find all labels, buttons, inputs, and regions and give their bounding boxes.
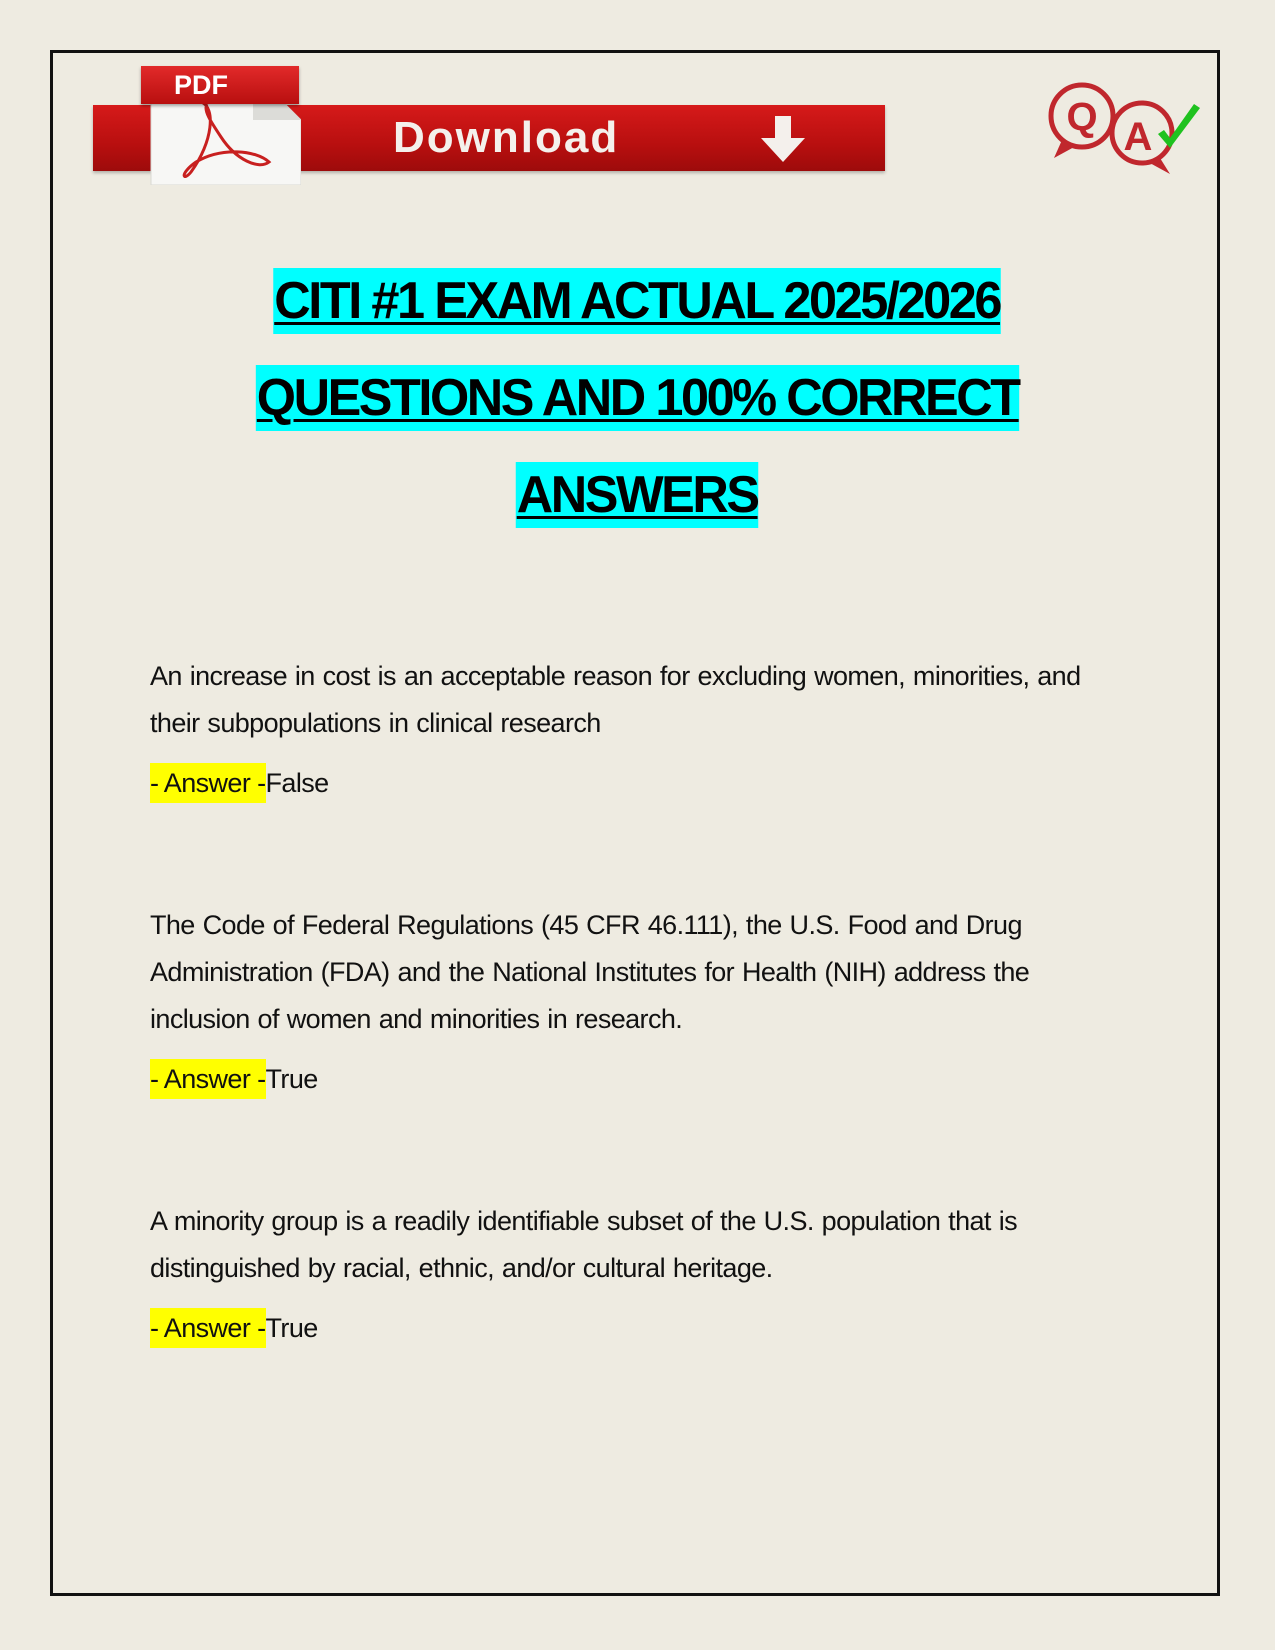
answer-label: - Answer - bbox=[150, 1308, 266, 1348]
pdf-download-banner[interactable] bbox=[93, 60, 885, 185]
question-text: A minority group is a readily identifiable subset of the U.S. population that is distinguished by racial, ethnic, and/or cultural heritage. bbox=[150, 1206, 1018, 1283]
title-line-2: QUESTIONS AND 100% CORRECT bbox=[0, 365, 1275, 462]
question-text: An increase in cost is an acceptable reason for excluding women, minorities, and their subpopulations in clinical research bbox=[150, 661, 1081, 738]
question-bubble-icon bbox=[1051, 85, 1113, 158]
qa-item-2 bbox=[150, 902, 1110, 1099]
download-arrow-icon[interactable] bbox=[761, 116, 805, 162]
download-label[interactable]: Download bbox=[393, 113, 620, 162]
answer-line bbox=[150, 763, 1110, 803]
svg-text:Q: Q bbox=[1066, 95, 1098, 139]
answer-line bbox=[150, 1308, 1110, 1348]
qa-item-3 bbox=[150, 1198, 1110, 1348]
pdf-file-icon bbox=[141, 62, 301, 185]
answer-line bbox=[150, 1059, 1110, 1099]
svg-text:A: A bbox=[1123, 115, 1153, 159]
qa-logo bbox=[1040, 78, 1210, 178]
answer-value: True bbox=[265, 1064, 318, 1094]
pdf-tag: PDF bbox=[141, 66, 299, 104]
answer-label: - Answer - bbox=[150, 1059, 266, 1099]
answer-label: - Answer - bbox=[150, 763, 266, 803]
title-line-1: CITI #1 EXAM ACTUAL 2025/2026 bbox=[0, 268, 1275, 365]
title-line-3: ANSWERS bbox=[0, 462, 1275, 559]
question-text: The Code of Federal Regulations (45 CFR 46.111), the U.S. Food and Drug Administration (FDA) and the National Institutes for Health (NIH) address the inclusion of women and minorities in research. bbox=[150, 910, 1030, 1034]
answer-value: True bbox=[265, 1313, 318, 1343]
qa-item-1 bbox=[150, 653, 1110, 803]
answer-value: False bbox=[265, 768, 329, 798]
document-title bbox=[0, 268, 1275, 559]
